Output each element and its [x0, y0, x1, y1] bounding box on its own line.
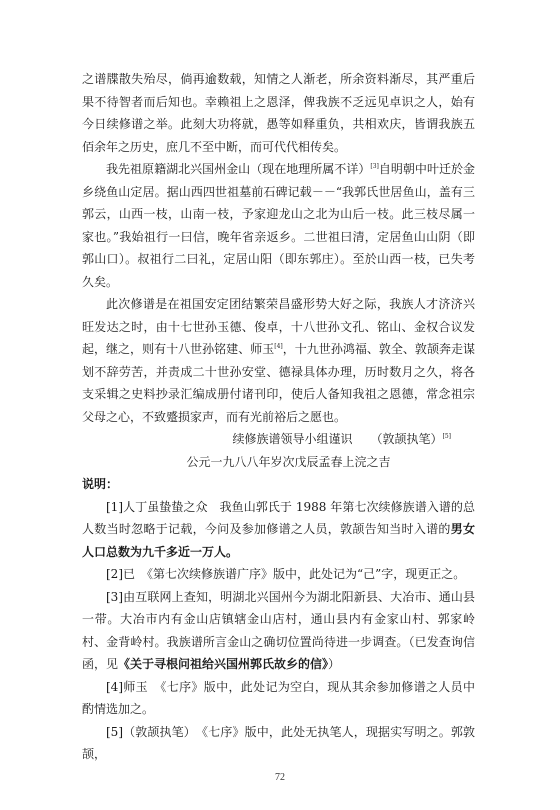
paragraph-3-text-a: 此次修谱是在祖国安定团结繁荣昌盛形势大好之际，我族人才济济兴旺发达之时，由十七世孙玉德、俊卓，十八世孙文孔、铭山、金权合议发起，继之，则有十八世孙铭建、师玉	[82, 297, 475, 356]
note-4: [4]师玉 《七序》版中，此处记为空白，现从其余参加修谱之人员中酌情选加之。	[82, 679, 475, 716]
note-3-link-title: 《关于寻根问祖给兴国州郭氏故乡的信》	[118, 657, 329, 671]
note-3-text-a: [3]由互联网上查知，明湖北兴国州今为湖北阳新县、大冶市、通山县一带。大冶市内有金山店镇辖金山店村，通山县内有金家山村、郭家岭村、金背岭村。我族谱所言金山之确切位置尚待进一步调查。（已发查询信函，见	[82, 589, 475, 671]
date-line: 公元一九八八年岁次戊辰孟春上浣之吉	[186, 454, 391, 469]
note-5: [5]（敦颉执笔） 《七序》版中，此处无执笔人，现据实写明之。郭敦颉，	[82, 724, 475, 761]
paragraph-2-text-a: 我先祖原籍湖北兴国州金山（现在地理所属不详）	[106, 162, 371, 176]
footnote-ref-5[interactable]: [5]	[442, 433, 451, 440]
signature-text: 续修族谱领导小组谨识 （敦颉执笔）	[232, 432, 443, 446]
page-body	[82, 68, 475, 766]
paragraph-2-text-b: 自明朝中叶迁於金乡绕鱼山定居。据山西四世祖墓前石碑记载－－“我郭氏世居鱼山，盖有三郭云，山西一枝，山南一枝，予家迎龙山之北为山后一枝。此三枝尽属一家也。”我始祖行一曰信，晚年省亲返乡。二世祖曰清，定居鱼山山阴（即郭山口）。叔祖行二曰礼，定居山阳（即东郭庄）。至於山西一枝，已失考久矣。	[82, 162, 475, 289]
signature-line	[82, 428, 475, 451]
note-1-bold-text: 男女人口总数为九千多近一万人。	[82, 522, 475, 559]
footnote-ref-3[interactable]: [3]	[370, 163, 379, 170]
note-3	[82, 586, 475, 676]
footnote-ref-4[interactable]: [4]	[274, 343, 283, 350]
note-2: [2]已 《第七次续修族谱广序》版中，此处记为“己”字，现更正之。	[106, 567, 466, 581]
note-1	[82, 496, 475, 564]
paragraph-3	[82, 293, 475, 428]
note-1-text: [1]人丁虽蛰蛰之众 我鱼山郭氏于 1988 年第七次续修族谱入谱的总人数当时忽略于记载，今问及参加修谱之人员，敦颉告知当时入谱的	[82, 499, 475, 536]
page-number: 72	[275, 772, 285, 783]
paragraph-2	[82, 158, 475, 293]
notes-heading: 说明：	[82, 477, 119, 491]
note-3-text-c: ）	[328, 657, 341, 671]
paragraph-3-text-b: ，十九世孙鸿福、敦全、敦颉奔走谋划不辞劳苦，并责成二十世孙安堂、德禄具体办理，历时数月之久，将各支采辑之史料抄录汇编成册付诸刊印，使后人备知我祖之恩德，常念祖宗父母之心，不致蹙损家声，而有光前裕后之愿也。	[82, 342, 475, 424]
paragraph-1: 之谱牒散失殆尽，倘再逾数载，知情之人渐老，所余资料渐尽，其严重后果不待智者而后知也。幸赖祖上之恩泽，俾我族不乏远见卓识之人，始有今日续修谱之举。此刻大功将就，愚等如释重负，共相欢庆，皆谓我族五佰余年之历史，庶几不至中断，而可代代相传矣。	[82, 72, 475, 154]
